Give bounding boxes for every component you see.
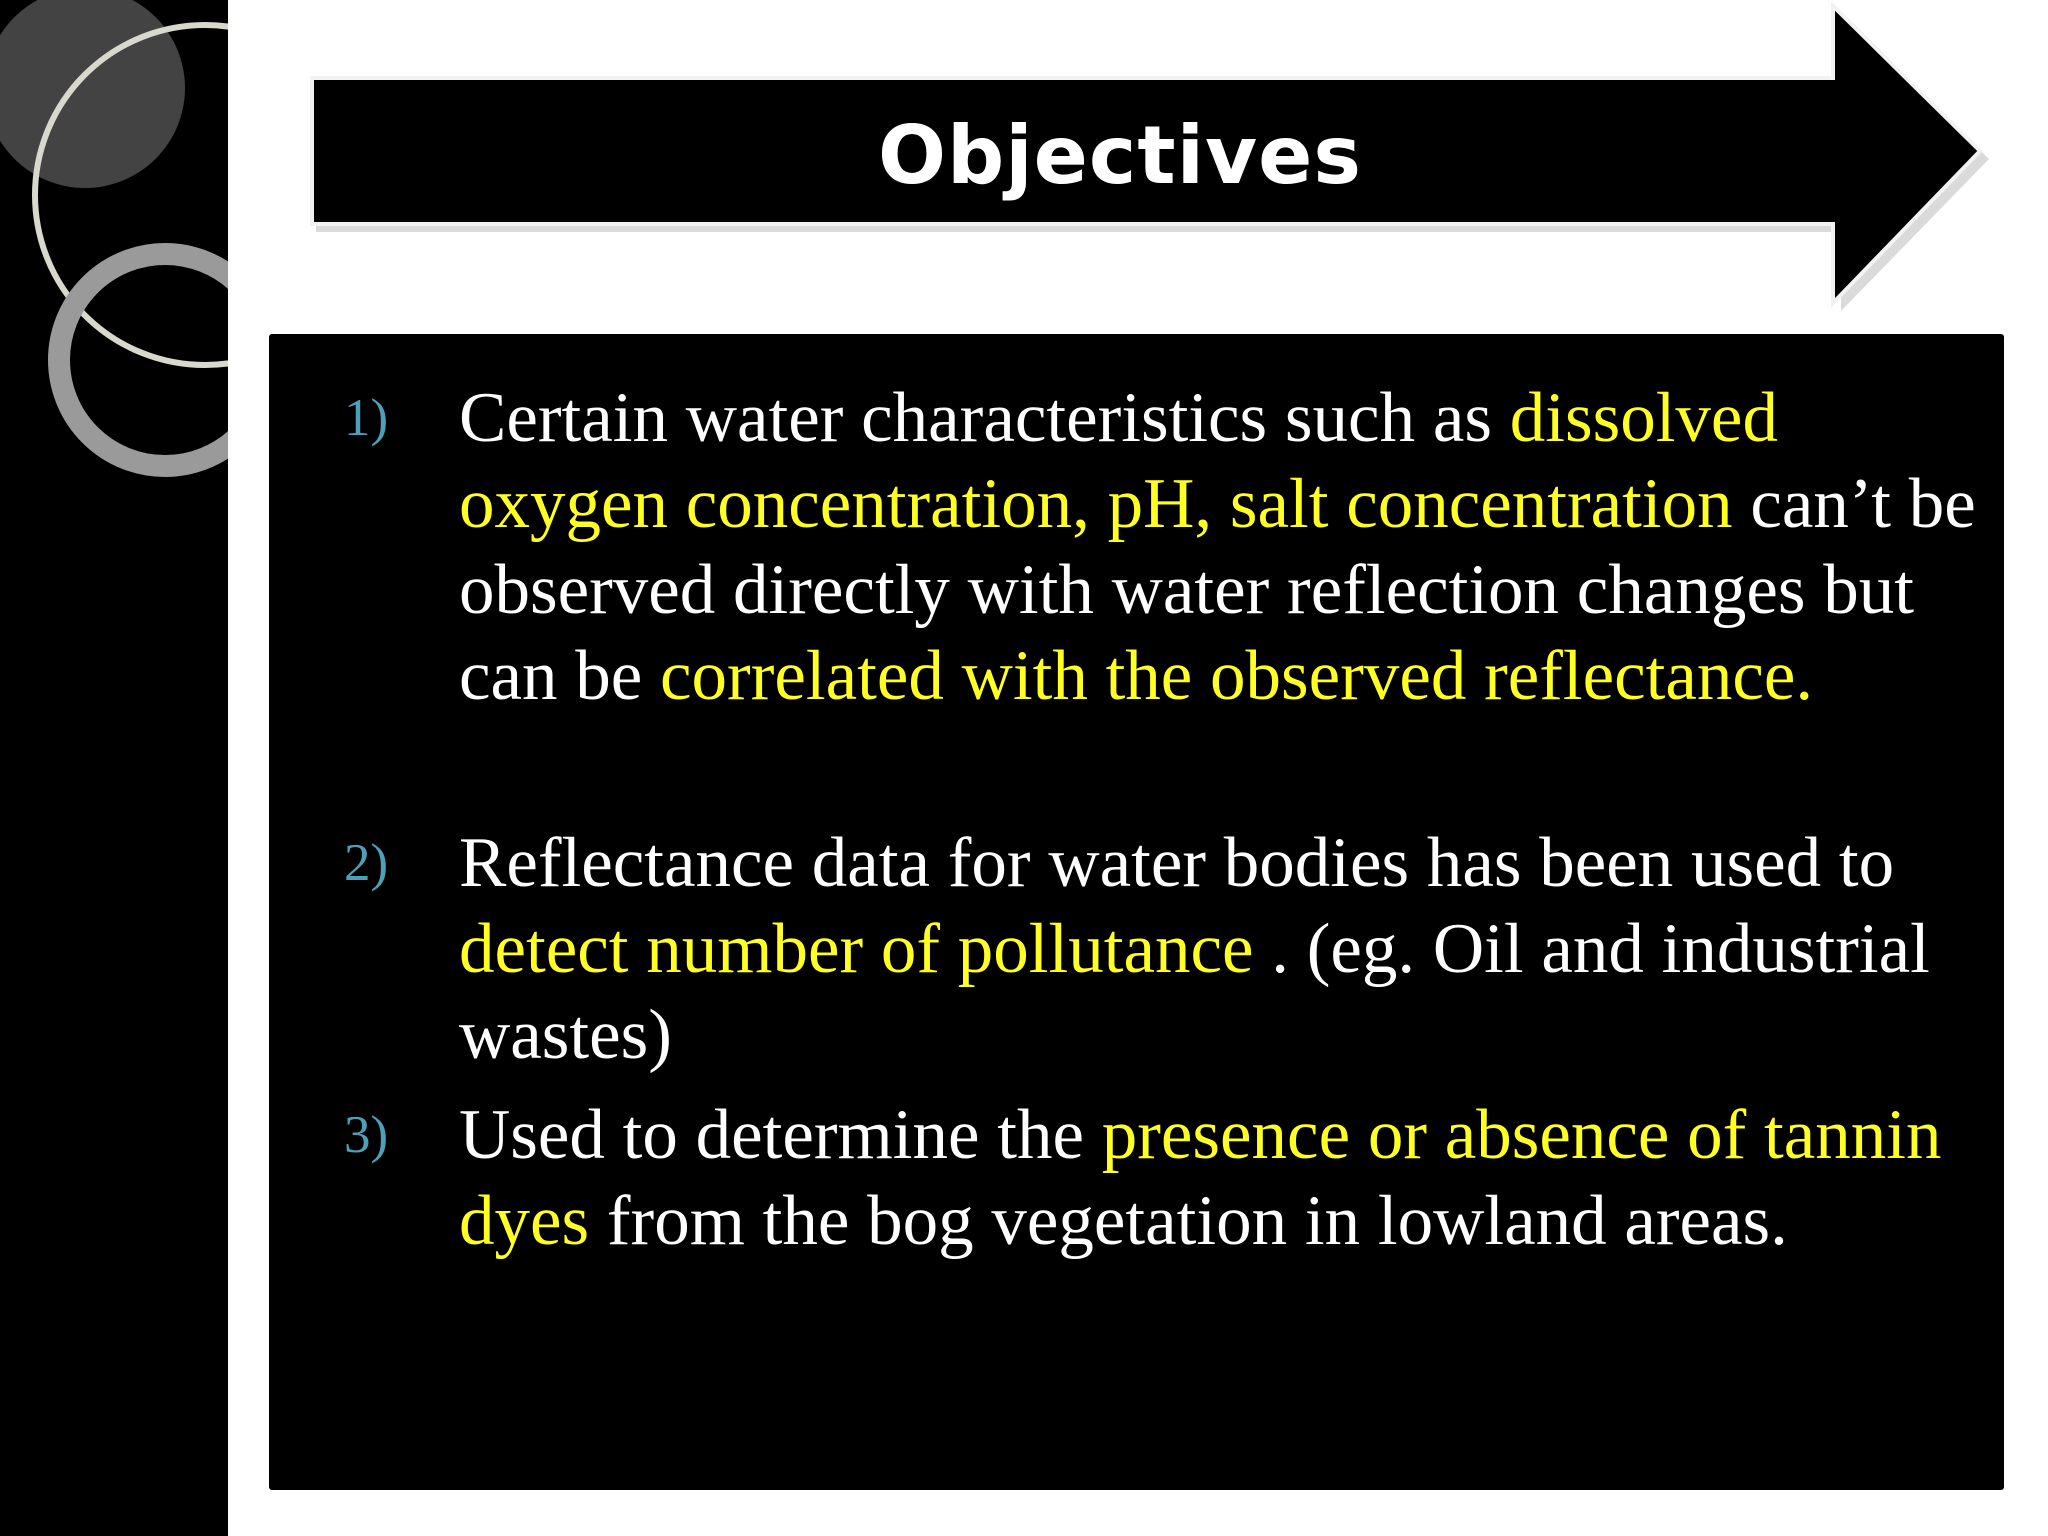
highlighted-text-segment: correlated with the observed reflectance. [660, 637, 1814, 715]
highlighted-text-segment: dissolved oxygen concentration, pH, salt concentration [459, 379, 1778, 543]
text-segment: from the bog vegetation in lowland areas. [589, 1182, 1788, 1260]
content-panel [269, 334, 2004, 1490]
highlighted-text-segment: detect number of pollutance [459, 910, 1254, 988]
list-text [459, 1092, 1989, 1264]
decorative-circles [0, 0, 228, 520]
list-number: 3) [344, 1106, 389, 1164]
gray-circle-shape [0, 0, 185, 188]
thick-ring-shape [59, 254, 228, 466]
slide-title: Objectives [877, 108, 1363, 202]
list-number: 2) [344, 834, 389, 892]
list-text [459, 820, 1989, 1078]
list-text [459, 375, 1989, 719]
list-number: 1) [344, 389, 389, 447]
text-segment: . (eg. Oil and industrial wastes) [459, 910, 1930, 1074]
left-decorative-band [0, 0, 228, 1536]
highlighted-text-segment: presence or absence of tannin dyes [459, 1096, 1942, 1260]
text-segment: Used to determine the [459, 1096, 1102, 1174]
text-segment: can’t be observed directly with water reflection changes but can be [459, 465, 1976, 715]
text-segment: Certain water characteristics such as [459, 379, 1510, 457]
text-segment: Reflectance data for water bodies has been used to [459, 824, 1895, 902]
